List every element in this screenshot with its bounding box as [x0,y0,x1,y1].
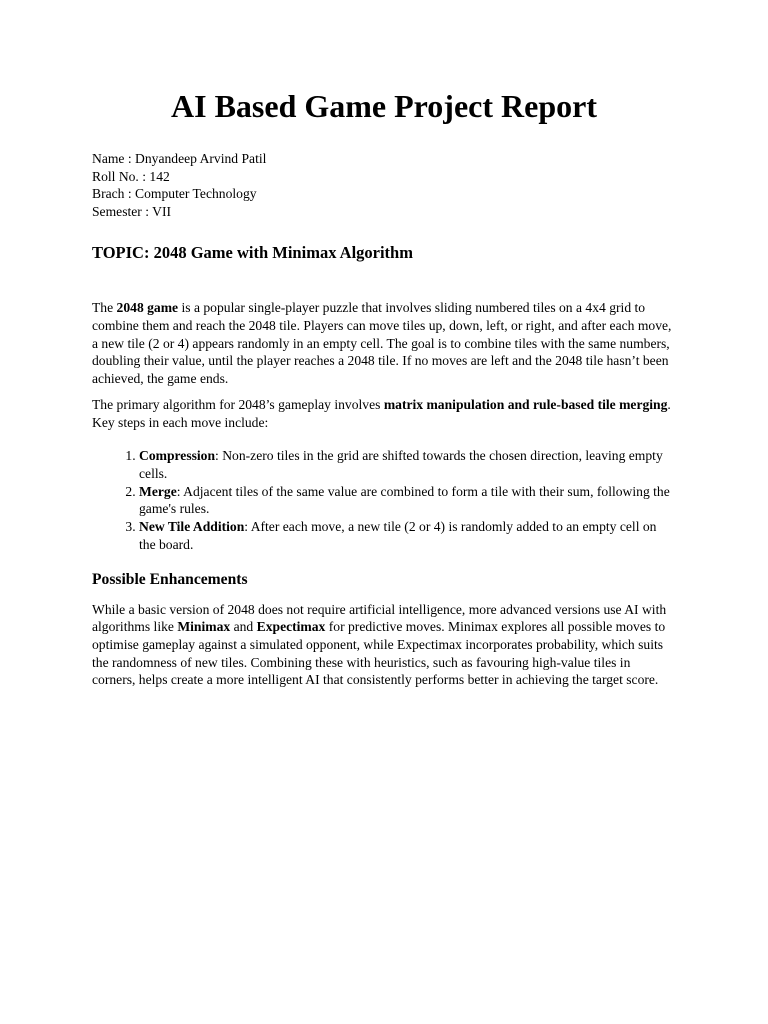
step-term: New Tile Addition [139,519,245,535]
algorithm-paragraph [92,396,676,431]
student-roll-number: Roll No. : 142 [92,168,170,184]
enhancements-paragraph [92,601,676,690]
intro-text-start: The [92,300,117,316]
algorithm-text-start: The primary algorithm for 2048’s gameplay involves [92,396,384,412]
student-name: Name : Dnyandeep Arvind Patil [92,151,267,166]
enhancements-text-and: and [230,619,257,635]
list-item [139,447,676,482]
student-semester: Semester : VII [92,203,172,219]
student-branch: Brach : Computer Technology [92,186,257,202]
list-item [139,518,676,553]
step-description: : Non-zero tiles in the grid are shifted towards the chosen direction, leaving empty cells. [139,448,663,481]
intro-text-rest: is a popular single-player puzzle that involves sliding numbered tiles on a 4x4 grid to combine them and reach the 2048 tile. Players can move tiles up, down, left, or right, and after each move, a new tile (2 or 4) appears randomly in an empty cell. The goal is to combine tiles with the same numbers, doubling their value, until the player reaches a 2048 tile. If no moves are left and the 2048 tile hasn’t been achieved, the game ends. [92,300,672,387]
student-info [92,150,676,220]
intro-bold-term: 2048 game [116,300,179,316]
list-item [139,483,676,518]
step-term: Compression [139,448,216,464]
topic-heading: TOPIC: 2048 Game with Minimax Algorithm [92,243,413,263]
step-term: Merge [139,483,177,499]
enhancements-text-start: While a basic version of 2048 does not require artificial intelligence, more advanced versions use AI with algorithms like [92,601,667,635]
report-title: AI Based Game Project Report [171,88,597,124]
minimax-term: Minimax [177,619,231,635]
move-steps-list [92,447,676,553]
intro-paragraph [92,299,676,388]
enhancements-heading: Possible Enhancements [92,570,248,588]
expectimax-term: Expectimax [256,619,326,635]
enhancements-text-rest: for predictive moves. Minimax explores all possible moves to optimise gameplay against a simulated opponent, while Expectimax incorporates probability, which suits the randomness of new tiles. Combining these with heuristics, such as favouring high-value tiles in corners, helps create a more intelligent AI that consistently performs better in achieving the target score. [92,619,666,688]
step-description: : After each move, a new tile (2 or 4) is randomly added to an empty cell on the board. [139,519,657,552]
algorithm-bold-term: matrix manipulation and rule-based tile merging [383,396,668,412]
algorithm-text-rest: . Key steps in each move include: [92,396,671,430]
step-description: : Adjacent tiles of the same value are combined to form a tile with their sum, following the game's rules. [139,483,670,517]
